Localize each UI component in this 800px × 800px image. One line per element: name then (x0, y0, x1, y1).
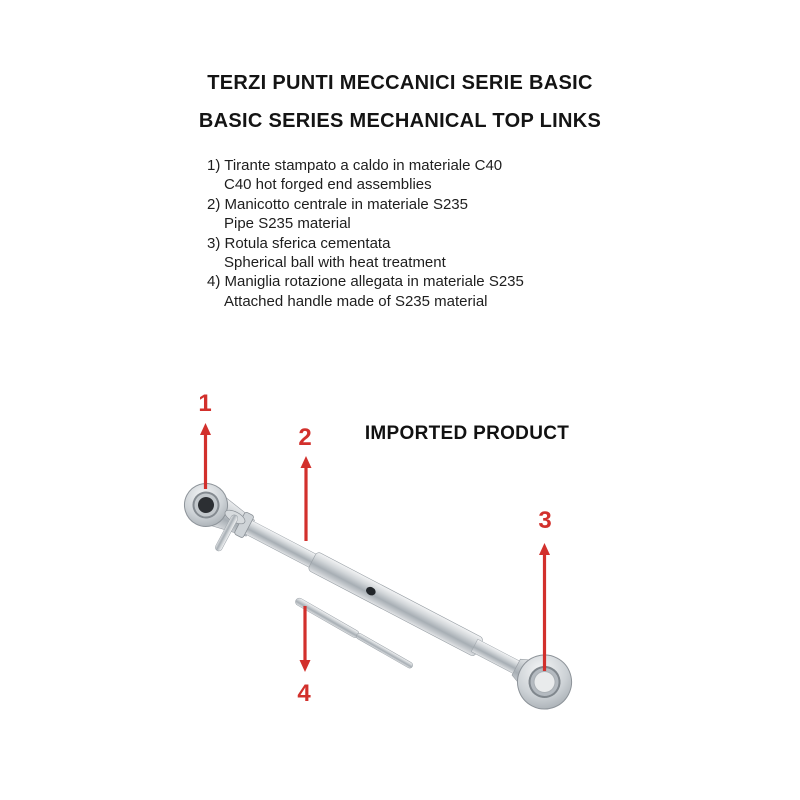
callout-arrow-4 (300, 606, 311, 672)
callout-label-1: 1 (198, 390, 212, 417)
callout-arrow-2 (301, 456, 312, 541)
feature-line-italian: 4) Maniglia rotazione allegata in materiale S235 (207, 273, 524, 291)
thread-rod-top (243, 520, 321, 570)
callout-arrow-3 (539, 543, 550, 671)
page-subtitle: BASIC SERIES MECHANICAL TOP LINKS (198, 110, 602, 132)
feature-line-italian: 3) Rotula sferica cementata (207, 234, 391, 252)
feature-line-italian: 1) Tirante stampato a caldo in materiale C40 (207, 157, 503, 174)
imported-product-label: IMPORTED PRODUCT (364, 423, 570, 444)
link-body (174, 471, 581, 718)
feature-line-english: Spherical ball with heat treatment (224, 254, 446, 272)
callout-label-3: 3 (538, 507, 552, 534)
feature-line-english: Attached handle made of S235 material (224, 292, 488, 310)
feature-line-english: Pipe S235 material (224, 215, 351, 233)
feature-line-english: C40 hot forged end assemblies (224, 176, 432, 194)
callout-label-2: 2 (298, 424, 312, 451)
callout-label-4: 4 (297, 680, 311, 707)
feature-line-italian: 2) Manicotto centrale in materiale S235 (207, 195, 468, 213)
callout-arrows (200, 423, 550, 672)
callout-arrow-1 (200, 423, 211, 489)
central-pipe (307, 551, 483, 657)
page-title: TERZI PUNTI MECCANICI SERIE BASIC (207, 72, 593, 94)
